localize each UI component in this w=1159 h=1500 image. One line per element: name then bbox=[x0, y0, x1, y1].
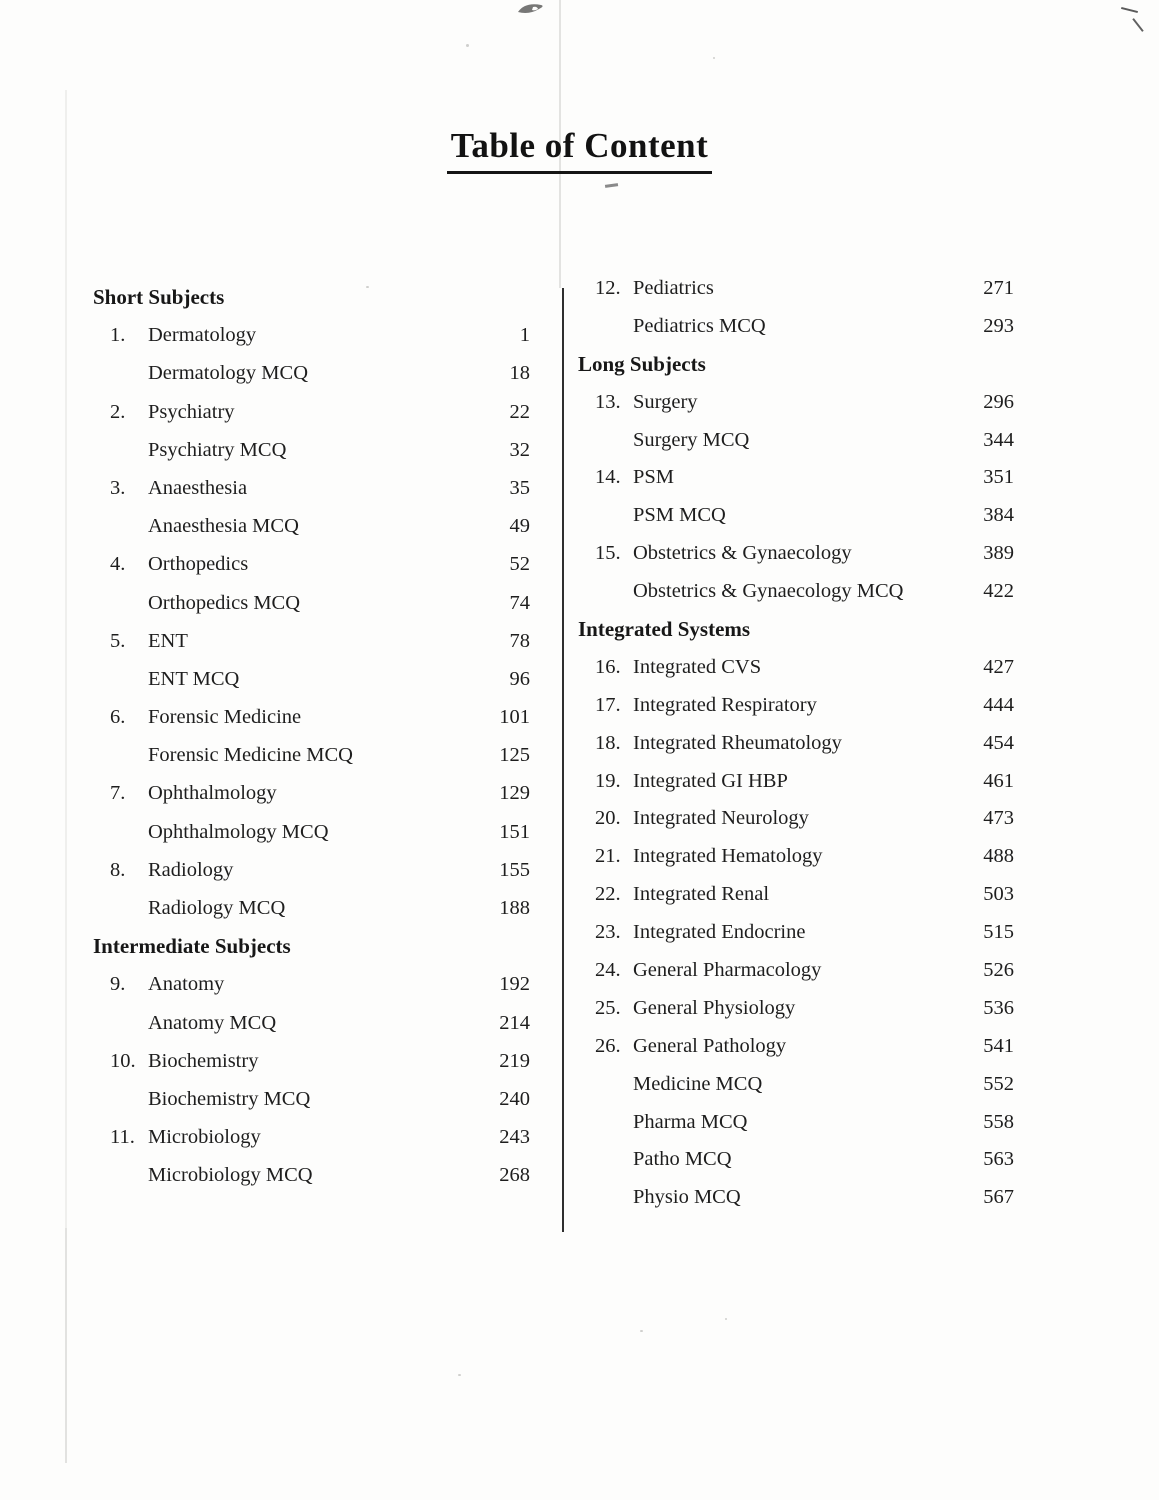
toc-item-number: 3. bbox=[110, 476, 126, 499]
toc-item-label: Psychiatry MCQ bbox=[148, 438, 287, 461]
scan-smudge-mark bbox=[515, 2, 549, 20]
toc-row bbox=[578, 1187, 1014, 1225]
toc-item-number: 4. bbox=[110, 553, 126, 576]
toc-row bbox=[578, 922, 1014, 960]
toc-item-label: General Physiology bbox=[633, 996, 796, 1019]
toc-row bbox=[93, 516, 530, 554]
toc-item-page: 541 bbox=[983, 1034, 1014, 1057]
toc-item-label: Integrated Systems bbox=[578, 617, 751, 642]
toc-row bbox=[578, 467, 1014, 505]
toc-item-page: 552 bbox=[983, 1072, 1014, 1095]
toc-item-label: Radiology bbox=[148, 858, 234, 881]
toc-row bbox=[93, 707, 530, 745]
toc-item-page: 49 bbox=[509, 515, 530, 538]
toc-item-label: Long Subjects bbox=[578, 351, 706, 376]
toc-item-label: Forensic Medicine bbox=[148, 706, 302, 729]
toc-item-page: 101 bbox=[499, 706, 530, 729]
toc-row bbox=[93, 478, 530, 516]
toc-item-label: Ophthalmology bbox=[148, 782, 277, 805]
toc-item-page: 384 bbox=[983, 504, 1014, 527]
scan-speck bbox=[640, 1330, 643, 1332]
toc-item-page: 243 bbox=[499, 1126, 530, 1149]
toc-item-page: 219 bbox=[499, 1049, 530, 1072]
toc-row bbox=[578, 808, 1014, 846]
toc-item-page: 563 bbox=[983, 1148, 1014, 1171]
toc-row bbox=[93, 325, 530, 363]
toc-item-page: 268 bbox=[499, 1164, 530, 1187]
toc-item-label: General Pharmacology bbox=[633, 959, 822, 982]
scan-speck bbox=[713, 57, 715, 59]
toc-item-page: 351 bbox=[983, 466, 1014, 489]
toc-row bbox=[93, 1127, 530, 1165]
toc-item-label: Integrated CVS bbox=[633, 655, 762, 678]
toc-item-page: 74 bbox=[509, 591, 530, 614]
toc-item-page: 344 bbox=[983, 428, 1014, 451]
toc-row bbox=[93, 1165, 530, 1203]
toc-item-page: 558 bbox=[983, 1110, 1014, 1133]
toc-item-label: Dermatology bbox=[148, 324, 257, 347]
toc-row bbox=[93, 783, 530, 821]
toc-item-label: ENT MCQ bbox=[148, 667, 240, 690]
toc-row bbox=[93, 898, 530, 936]
toc-item-number: 23. bbox=[595, 921, 621, 944]
toc-item-page: 503 bbox=[983, 883, 1014, 906]
toc-item-number: 8. bbox=[110, 858, 126, 881]
toc-item-page: 488 bbox=[983, 845, 1014, 868]
toc-item-label: PSM MCQ bbox=[633, 504, 726, 527]
toc-item-page: 536 bbox=[983, 996, 1014, 1019]
toc-item-number: 24. bbox=[595, 959, 621, 982]
toc-item-page: 151 bbox=[499, 820, 530, 843]
toc-item-number: 12. bbox=[595, 277, 621, 299]
toc-row bbox=[578, 657, 1014, 695]
toc-row bbox=[93, 287, 530, 325]
toc-item-label: Microbiology bbox=[148, 1126, 261, 1149]
toc-row bbox=[93, 1013, 530, 1051]
toc-item-label: Microbiology MCQ bbox=[148, 1164, 313, 1187]
toc-item-number: 2. bbox=[110, 400, 126, 423]
toc-item-page: 427 bbox=[983, 655, 1014, 678]
toc-item-number: 16. bbox=[595, 655, 621, 678]
toc-row bbox=[578, 998, 1014, 1036]
toc-item-label: Integrated Renal bbox=[633, 883, 770, 906]
toc-item-label: Integrated Respiratory bbox=[633, 693, 817, 716]
toc-row bbox=[578, 771, 1014, 809]
toc-item-label: Integrated Neurology bbox=[633, 807, 809, 830]
toc-item-label: Radiology MCQ bbox=[148, 897, 286, 919]
toc-row bbox=[93, 1089, 530, 1127]
toc-item-number: 26. bbox=[595, 1034, 621, 1057]
toc-row bbox=[578, 733, 1014, 771]
toc-item-page: 515 bbox=[983, 921, 1014, 944]
toc-item-label: Surgery bbox=[633, 390, 698, 413]
toc-item-label: Short Subjects bbox=[93, 285, 225, 309]
toc-item-label: Obstetrics & Gynaecology MCQ bbox=[633, 580, 904, 603]
toc-row bbox=[578, 1036, 1014, 1074]
toc-item-page: 78 bbox=[509, 629, 530, 652]
toc-item-label: PSM bbox=[633, 466, 675, 489]
toc-item-page: 271 bbox=[983, 277, 1014, 299]
toc-item-page: 389 bbox=[983, 542, 1014, 565]
toc-item-label: Pediatrics MCQ bbox=[633, 314, 766, 337]
toc-item-number: 19. bbox=[595, 769, 621, 792]
toc-item-number: 21. bbox=[595, 845, 621, 868]
toc-row bbox=[578, 392, 1014, 430]
toc-item-label: Physio MCQ bbox=[633, 1186, 741, 1209]
toc-item-label: Anatomy MCQ bbox=[148, 1011, 277, 1034]
toc-item-number: 14. bbox=[595, 466, 621, 489]
toc-item-page: 22 bbox=[509, 400, 530, 423]
toc-row bbox=[93, 593, 530, 631]
toc-item-number: 25. bbox=[595, 996, 621, 1019]
toc-item-number: 11. bbox=[110, 1126, 135, 1149]
toc-item-label: Surgery MCQ bbox=[633, 428, 750, 451]
page-header bbox=[0, 126, 1159, 174]
toc-item-label: Dermatology MCQ bbox=[148, 362, 308, 385]
toc-item-label: Integrated GI HBP bbox=[633, 769, 788, 792]
toc-row bbox=[578, 505, 1014, 543]
toc-item-page: 296 bbox=[983, 390, 1014, 413]
toc-item-page: 96 bbox=[509, 667, 530, 690]
toc-item-page: 192 bbox=[499, 973, 530, 996]
toc-item-page: 422 bbox=[983, 580, 1014, 603]
toc-item-number: 10. bbox=[110, 1049, 136, 1072]
toc-row bbox=[578, 846, 1014, 884]
toc-row bbox=[578, 884, 1014, 922]
toc-row bbox=[93, 554, 530, 592]
toc-row bbox=[578, 1112, 1014, 1150]
toc-item-page: 567 bbox=[983, 1186, 1014, 1209]
scan-pen-mark bbox=[1132, 18, 1143, 32]
toc-item-page: 293 bbox=[983, 314, 1014, 337]
toc-item-label: Patho MCQ bbox=[633, 1148, 732, 1171]
scan-crease-line bbox=[65, 90, 67, 1230]
toc-item-label: Biochemistry bbox=[148, 1049, 259, 1072]
toc-item-label: Integrated Hematology bbox=[633, 845, 823, 868]
toc-item-page: 1 bbox=[519, 324, 530, 347]
toc-row bbox=[93, 1051, 530, 1089]
scan-crease-line-lower bbox=[65, 1228, 67, 1463]
toc-item-label: General Pathology bbox=[633, 1034, 787, 1057]
toc-item-number: 7. bbox=[110, 782, 126, 805]
toc-row bbox=[93, 860, 530, 898]
toc-row bbox=[93, 440, 530, 478]
toc-item-page: 240 bbox=[499, 1087, 530, 1110]
toc-item-page: 155 bbox=[499, 858, 530, 881]
toc-item-label: Ophthalmology MCQ bbox=[148, 820, 329, 843]
toc-item-label: Integrated Rheumatology bbox=[633, 731, 842, 754]
toc-row bbox=[93, 936, 530, 974]
toc-item-label: ENT bbox=[148, 629, 188, 652]
toc-row bbox=[93, 974, 530, 1012]
toc-item-page: 52 bbox=[509, 553, 530, 576]
toc-item-label: Obstetrics & Gynaecology bbox=[633, 542, 852, 565]
toc-row bbox=[93, 669, 530, 707]
toc-column-right bbox=[578, 278, 1014, 1225]
scan-dash-mark bbox=[605, 183, 618, 187]
toc-item-number: 22. bbox=[595, 883, 621, 906]
toc-row bbox=[93, 745, 530, 783]
toc-item-label: Anaesthesia MCQ bbox=[148, 515, 299, 538]
toc-item-page: 32 bbox=[509, 438, 530, 461]
scan-speck bbox=[725, 1318, 727, 1320]
toc-item-number: 15. bbox=[595, 542, 621, 565]
toc-item-label: Forensic Medicine MCQ bbox=[148, 744, 353, 767]
toc-item-page: 444 bbox=[983, 693, 1014, 716]
toc-item-page: 454 bbox=[983, 731, 1014, 754]
toc-item-page: 214 bbox=[499, 1011, 530, 1034]
toc-item-number: 13. bbox=[595, 390, 621, 413]
toc-row bbox=[93, 822, 530, 860]
page-title: Table of Content bbox=[447, 126, 713, 174]
toc-item-label: Orthopedics MCQ bbox=[148, 591, 301, 614]
toc-item-number: 5. bbox=[110, 629, 126, 652]
scan-pen-mark bbox=[1121, 7, 1138, 13]
toc-item-page: 461 bbox=[983, 769, 1014, 792]
toc-row bbox=[578, 543, 1014, 581]
toc-row bbox=[578, 278, 1014, 316]
toc-row bbox=[578, 619, 1014, 657]
toc-item-page: 473 bbox=[983, 807, 1014, 830]
toc-item-label: Anaesthesia bbox=[148, 476, 248, 499]
toc-item-page: 18 bbox=[509, 362, 530, 385]
toc-row bbox=[93, 402, 530, 440]
toc-row bbox=[578, 430, 1014, 468]
toc-item-label: Integrated Endocrine bbox=[633, 921, 806, 944]
toc-item-page: 188 bbox=[499, 897, 530, 919]
toc-item-label: Intermediate Subjects bbox=[93, 934, 291, 959]
column-divider-line bbox=[562, 288, 564, 1232]
toc-row bbox=[578, 581, 1014, 619]
toc-item-label: Psychiatry bbox=[148, 400, 235, 423]
toc-row bbox=[578, 1074, 1014, 1112]
toc-row bbox=[578, 316, 1014, 354]
scan-speck bbox=[466, 44, 469, 47]
toc-item-number: 6. bbox=[110, 706, 126, 729]
toc-item-label: Biochemistry MCQ bbox=[148, 1087, 311, 1110]
toc-item-label: Anatomy bbox=[148, 973, 225, 996]
toc-item-number: 17. bbox=[595, 693, 621, 716]
toc-item-label: Pediatrics bbox=[633, 277, 714, 299]
toc-item-number: 18. bbox=[595, 731, 621, 754]
toc-item-page: 129 bbox=[499, 782, 530, 805]
toc-item-page: 526 bbox=[983, 959, 1014, 982]
toc-row bbox=[578, 351, 1014, 392]
toc-row bbox=[578, 695, 1014, 733]
toc-item-label: Pharma MCQ bbox=[633, 1110, 748, 1133]
toc-column-left bbox=[93, 287, 530, 1204]
scan-speck bbox=[458, 1374, 461, 1376]
toc-item-page: 125 bbox=[499, 744, 530, 767]
toc-row bbox=[93, 631, 530, 669]
toc-item-number: 1. bbox=[110, 324, 126, 347]
toc-row bbox=[93, 363, 530, 401]
toc-row bbox=[578, 1149, 1014, 1187]
toc-item-label: Orthopedics bbox=[148, 553, 249, 576]
toc-row bbox=[578, 960, 1014, 998]
toc-item-number: 20. bbox=[595, 807, 621, 830]
toc-item-label: Medicine MCQ bbox=[633, 1072, 763, 1095]
toc-item-number: 9. bbox=[110, 973, 126, 996]
toc-item-page: 35 bbox=[509, 476, 530, 499]
